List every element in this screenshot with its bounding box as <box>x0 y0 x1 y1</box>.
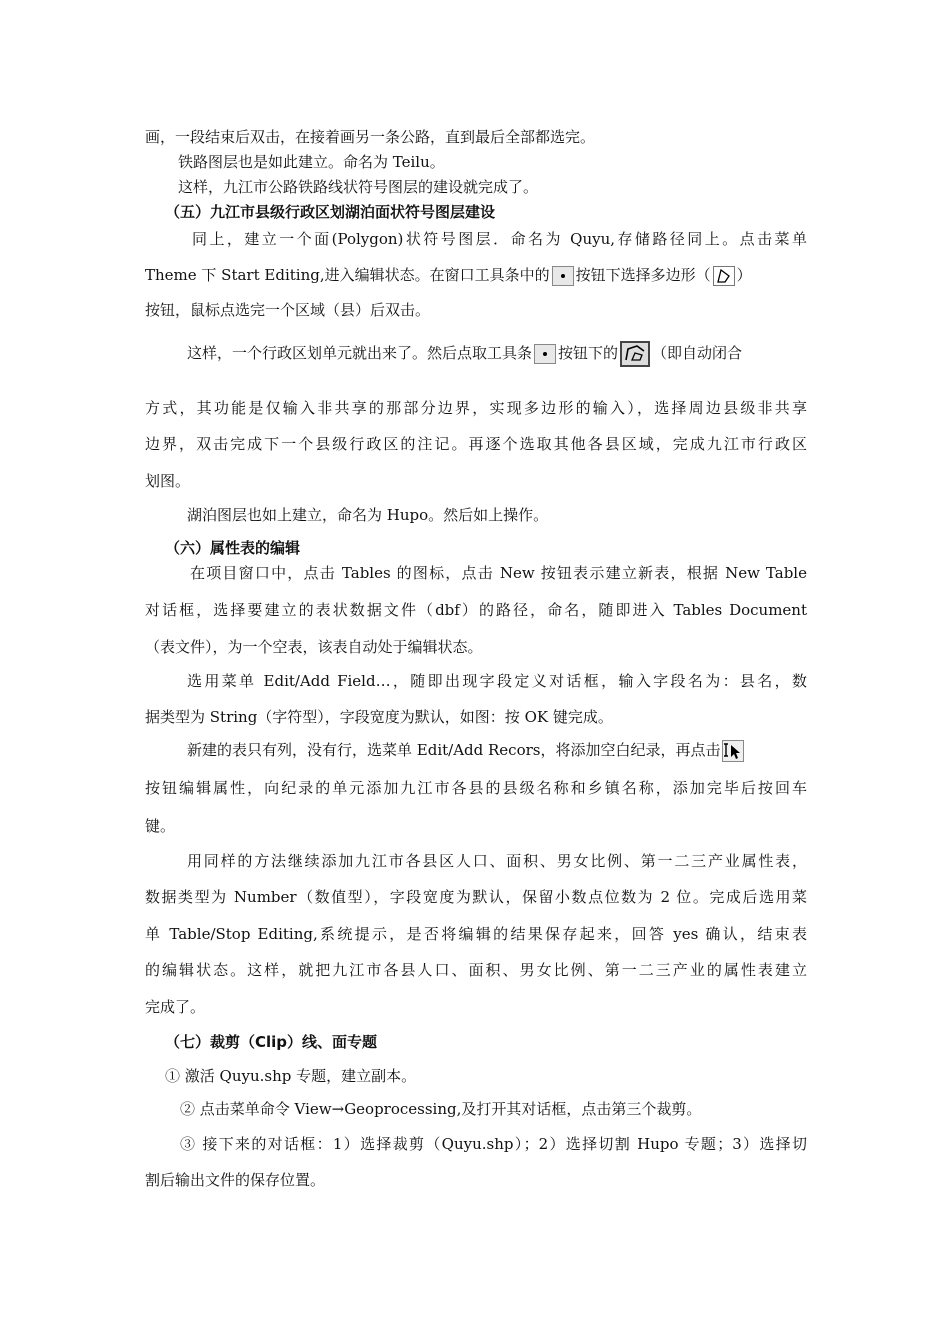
line-text: 按钮下选择多边形（ <box>575 266 711 284</box>
paragraph-line: 铁路图层也是如此建立。命名为 Teilu。 <box>178 153 445 171</box>
section-heading-6: （六）属性表的编辑 <box>165 539 301 557</box>
paragraph-line: 划图。 <box>145 472 191 490</box>
section-heading-7: （七）裁剪（Clip）线、面专题 <box>165 1033 378 1051</box>
edit-cell-pointer-icon <box>722 740 744 762</box>
auto-complete-polygon-icon <box>620 341 650 367</box>
line-text: ） <box>736 266 752 284</box>
paragraph-line <box>145 265 807 286</box>
paragraph-line: 按钮，鼠标点选完一个区域（县）后双击。 <box>145 301 431 319</box>
paragraph-line <box>187 341 807 367</box>
paragraph-line: 选用菜单 Edit/Add Field…，随即出现字段定义对话框，输入字段名为：县名，数 <box>187 672 807 690</box>
point-draw-tool-icon <box>552 266 574 286</box>
paragraph-line: 同上，建立一个面(Polygon)状符号图层．命名为 Quyu,存储路径同上。点击菜单 <box>192 230 807 248</box>
line-text: 这样，一个行政区划单元就出来了。然后点取工具条 <box>187 344 533 362</box>
paragraph-line: 单 Table/Stop Editing,系统提示，是否将编辑的结果保存起来，回答 yes 确认，结束表 <box>145 925 807 943</box>
paragraph-line: 画，一段结束后双击，在接着画另一条公路，直到最后全部都选完。 <box>145 128 596 146</box>
paragraph-line: 对话框，选择要建立的表状数据文件（dbf）的路径，命名，随即进入 Tables Document <box>145 601 807 619</box>
numbered-step: ③ 接下来的对话框：1）选择裁剪（Quyu.shp）；2）选择切割 Hupo 专题；3）选择切 <box>180 1135 807 1153</box>
paragraph-line: 边界，双击完成下一个县级行政区的注记。再逐个选取其他各县区域，完成九江市行政区 <box>145 435 807 453</box>
paragraph-line: （表文件），为一个空表，该表自动处于编辑状态。 <box>145 638 483 656</box>
paragraph-line: 的编辑状态。这样，就把九江市各县人口、面积、男女比例、第一二三产业的属性表建立 <box>145 961 807 979</box>
paragraph-line: 用同样的方法继续添加九江市各县区人口、面积、男女比例、第一二三产业属性表， <box>187 852 807 870</box>
line-text: 新建的表只有列，没有行，选菜单 Edit/Add Recors，将添加空白纪录，再点击 <box>187 741 721 759</box>
point-draw-tool-icon <box>534 344 556 364</box>
paragraph-line: 据类型为 String（字符型），字段宽度为默认，如图：按 OK 键完成。 <box>145 708 613 726</box>
line-text: 按钮下的 <box>558 344 619 362</box>
numbered-step: ② 点击菜单命令 View→Geoprocessing,及打开其对话框，点击第三个裁剪。 <box>180 1100 702 1118</box>
paragraph-line: 键。 <box>145 817 176 835</box>
line-text: （即自动闭合 <box>652 344 743 362</box>
paragraph-line: 数据类型为 Number（数值型），字段宽度为默认，保留小数点位数为 2 位。完成后选用菜 <box>145 888 807 906</box>
line-text: Theme 下 Start Editing,进入编辑状态。在窗口工具条中的 <box>145 266 550 284</box>
paragraph-line: 这样，九江市公路铁路线状符号图层的建设就完成了。 <box>178 178 539 196</box>
numbered-step: ① 激活 Quyu.shp 专题，建立副本。 <box>165 1067 417 1085</box>
paragraph-line: 割后输出文件的保存位置。 <box>145 1171 326 1189</box>
paragraph-line: 完成了。 <box>145 998 206 1016</box>
paragraph-line: 在项目窗口中，点击 Tables 的图标，点击 New 按钮表示建立新表，根据 New Table <box>190 564 807 582</box>
polygon-draw-tool-icon <box>713 266 735 286</box>
paragraph-line: 按钮编辑属性，向纪录的单元添加九江市各县的县级名称和乡镇名称，添加完毕后按回车 <box>145 779 807 797</box>
paragraph-line <box>187 740 807 762</box>
section-heading-5: （五）九江市县级行政区划湖泊面状符号图层建设 <box>165 203 496 221</box>
paragraph-line: 方式，其功能是仅输入非共享的那部分边界，实现多边形的输入），选择周边县级非共享 <box>145 399 807 417</box>
paragraph-line: 湖泊图层也如上建立，命名为 Hupo。然后如上操作。 <box>187 506 549 524</box>
